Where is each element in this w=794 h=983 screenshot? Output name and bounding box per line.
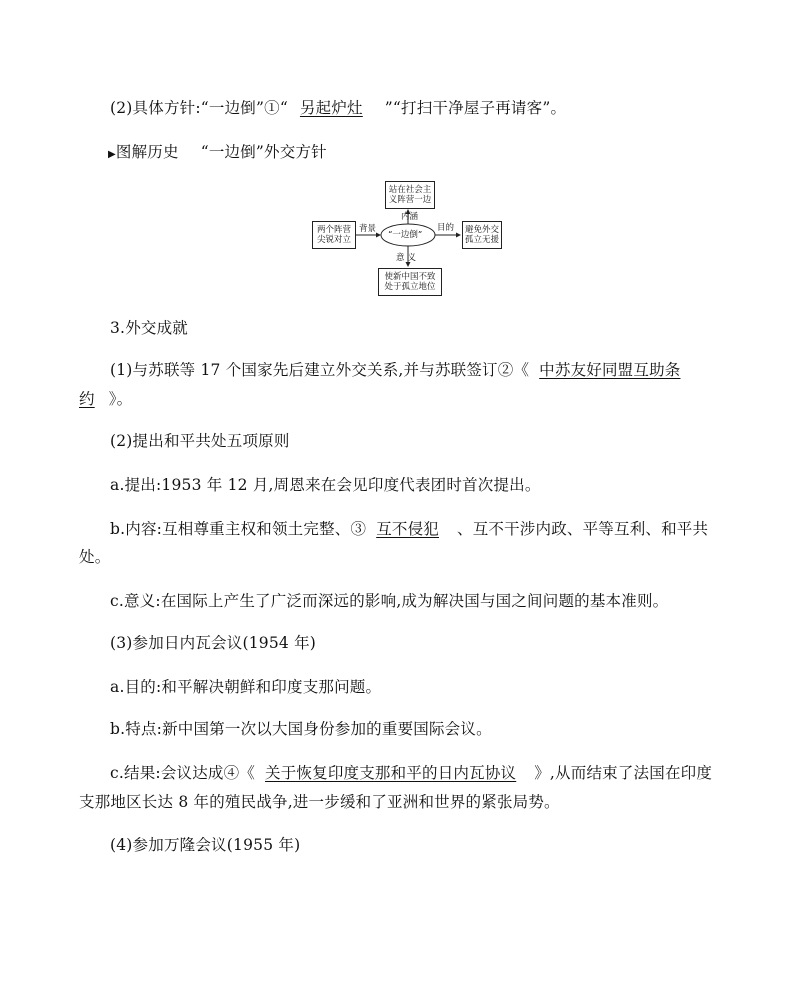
- diagram-box-purpose: [462, 221, 502, 249]
- principles-proposal: a.提出:1953 年 12 月,周恩来在会见印度代表团时首次提出。: [110, 476, 541, 494]
- policy-text-post: ”“打扫干净屋子再请客”。: [384, 99, 567, 117]
- label-purpose: 目的: [437, 223, 455, 233]
- principles-content-cont: 处。: [79, 548, 111, 566]
- geneva-purpose: a.目的:和平解决朝鲜和印度支那问题。: [110, 678, 382, 696]
- box-line: 避免外交: [464, 224, 499, 235]
- label-significance: 意义: [396, 253, 420, 263]
- geneva-result-cont: 支那地区长达 8 年的殖民战争,进一步缓和了亚洲和世界的紧张局势。: [79, 793, 560, 811]
- achievement-1-text-end: 》。: [108, 390, 133, 408]
- five-principles-heading: (2)提出和平共处五项原则: [110, 432, 290, 450]
- diagram-heading: [108, 141, 327, 166]
- principles-content-line: [110, 518, 708, 540]
- answer-blank-3: 互不侵犯: [376, 520, 439, 538]
- achievement-1-line: [110, 359, 680, 381]
- box-line: 义阵营一边: [388, 195, 432, 205]
- box-line: 站在社会主: [388, 184, 432, 195]
- geneva-result-post: 》,从而结束了法国在印度: [534, 764, 713, 782]
- principles-content-pre: b.内容:互相尊重主权和领土完整、③: [110, 520, 367, 538]
- principles-content-post: 、互不干涉内政、平等互利、和平共: [457, 520, 709, 538]
- principles-significance: c.意义:在国际上产生了广泛而深远的影响,成为解决国与国之间问题的基本准则。: [110, 592, 669, 610]
- diagram-box-significance: [378, 268, 442, 296]
- diagram-center-label: “一边倒”: [388, 230, 423, 240]
- yibiandao-diagram: [312, 178, 502, 296]
- label-background: 背景: [359, 224, 377, 234]
- diagram-box-background: [312, 221, 356, 249]
- answer-blank-2b: 约: [79, 390, 95, 408]
- answer-blank-1: 另起炉灶: [299, 99, 363, 117]
- geneva-result-line: [110, 762, 712, 784]
- diagram-box-content: [385, 181, 435, 209]
- geneva-result-pre: c.结果:会议达成④《: [110, 764, 256, 782]
- achievement-1-line-cont: [79, 388, 132, 410]
- policy-text-pre: (2)具体方针:“一边倒”①“: [110, 99, 288, 117]
- diagram-heading-subtitle: “一边倒”外交方针: [200, 143, 327, 161]
- box-line: 处于孤立地位: [384, 282, 436, 292]
- geneva-conference-heading: (3)参加日内瓦会议(1954 年): [110, 634, 317, 652]
- label-connotation: 内涵: [401, 212, 419, 222]
- policy-line: [110, 97, 566, 119]
- answer-blank-2a: 中苏友好同盟互助条: [539, 361, 681, 379]
- geneva-feature: b.特点:新中国第一次以大国身份参加的重要国际会议。: [110, 720, 492, 738]
- answer-blank-4: 关于恢复印度支那和平的日内瓦协议: [265, 764, 517, 782]
- achievement-1-text: (1)与苏联等 17 个国家先后建立外交关系,并与苏联签订②《: [110, 361, 530, 379]
- triangle-marker-icon: ▶: [108, 149, 116, 160]
- bandung-conference-heading: (4)参加万隆会议(1955 年): [110, 836, 301, 854]
- diagram-heading-title: 图解历史: [115, 143, 179, 161]
- box-line: 使新中国不致: [384, 271, 436, 282]
- box-line: 尖锐对立: [316, 235, 351, 245]
- section-heading-diplomatic-achievements: 3.外交成就: [110, 319, 188, 337]
- box-line: 两个阵营: [316, 224, 351, 235]
- box-line: 孤立无援: [464, 235, 499, 245]
